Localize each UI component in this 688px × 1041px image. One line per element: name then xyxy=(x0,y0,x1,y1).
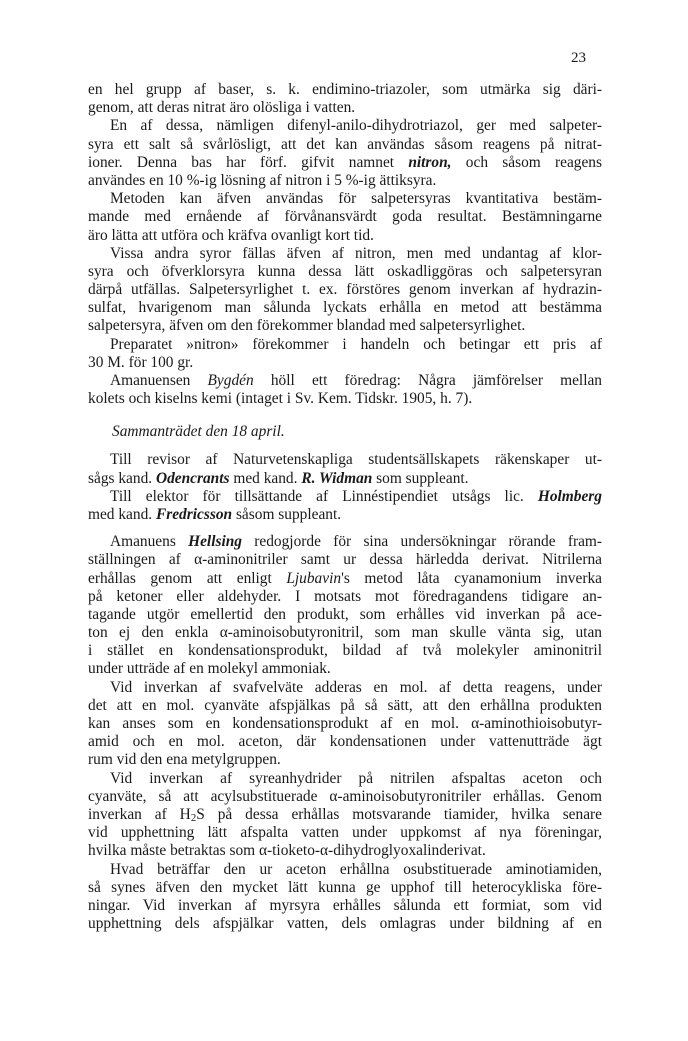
text-line: cyanväte, så att acylsubstituerade α-aminoisobutyronitriler erhållas. Genom xyxy=(88,787,602,805)
text-line: upphettning dels afspjälkar vatten, dels omlagras under bildning af en xyxy=(88,915,602,933)
section-spacer xyxy=(88,442,602,451)
section-heading: Sammanträdet den 18 april. xyxy=(112,423,285,441)
text-line xyxy=(88,488,602,506)
text-run: med kand. xyxy=(229,469,302,487)
text-line: Preparatet »nitron» förekommer i handeln och betingar ett pris af xyxy=(110,335,602,353)
text-run: såsom suppleant. xyxy=(232,505,342,523)
text-line: Vissa andra syror fällas äfven af nitron, men med undantag af klor- xyxy=(110,244,602,262)
paragraph-spacer xyxy=(88,524,602,533)
text-line: 30 M. för 100 gr. xyxy=(88,353,194,371)
text-line: Vid inverkan af syreanhydrider på nitrilen afspaltas aceton och xyxy=(110,769,602,787)
text-run: 's metod låta cyanamonium inverka xyxy=(341,569,602,587)
text-line: hvilka måste betraktas som α-tioketo-α-dihydroglyoxalinderivat. xyxy=(88,842,486,860)
text-line: syra ett salt så svårlösligt, att det kan användas såsom reagens på nitrat- xyxy=(88,135,602,153)
text-run: redogjorde för sina undersökningar rörande fram- xyxy=(241,533,603,551)
text-line xyxy=(88,570,602,588)
text-line xyxy=(88,154,602,172)
text-line: salpetersyra, äfven om den förekommer blandad med salpetersyrlighet. xyxy=(88,317,526,335)
text-run: Amanuensen xyxy=(110,372,208,389)
person-name: Bygdén xyxy=(207,372,254,389)
person-name: Ljubavin xyxy=(286,569,342,587)
person-name: Odencrants xyxy=(155,469,230,487)
text-line: användes en 10 %-ig lösning af nitron i 5 %-ig ättiksyra. xyxy=(88,171,437,189)
text-line xyxy=(88,533,602,551)
body-text xyxy=(88,81,602,933)
emphasis-nitron: nitron, xyxy=(408,153,452,171)
section-spacer xyxy=(88,408,602,422)
text-line: ställningen af α-aminonitriler samt ur dessa härledda derivat. Nitrilerna xyxy=(88,551,602,569)
page-number: 23 xyxy=(571,50,586,66)
text-run: höll ett föredrag: Några jämförelser mellan xyxy=(253,372,602,389)
text-line: tagande utgör emellertid den produkt, som erhålles vid inverkan på ace- xyxy=(88,605,602,623)
person-name: Holmberg xyxy=(537,487,602,505)
text-line: därpå utfällas. Salpetersyrlighet t. ex. förstöres genom inverkan af hydrazin- xyxy=(88,281,602,299)
text-line: i stället en kondensationsprodukt, bildad af två molekyler aminonitril xyxy=(88,642,602,660)
text-run: Amanuens xyxy=(110,533,189,551)
text-run: och såsom reagens xyxy=(451,153,602,171)
text-line: Till revisor af Naturvetenskapliga studentsällskapets räkenskaper ut- xyxy=(110,451,602,469)
text-run: ioner. Denna bas har förf. gifvit namnet xyxy=(88,153,409,171)
text-line xyxy=(88,470,602,488)
text-line: under utträde af en molekyl ammoniak. xyxy=(88,660,331,678)
text-line: amid och en mol. aceton, där kondensationen under vattenutträde ägt xyxy=(88,733,602,751)
text-line: Vid inverkan af svafvelväte adderas en mol. af detta reagens, under xyxy=(110,678,602,696)
text-line: mande med ernående af förvånansvärdt goda resultat. Bestämningarne xyxy=(88,208,602,226)
person-name: Fredricsson xyxy=(155,505,233,523)
text-line: en hel grupp af baser, s. k. endimino-triazoler, som utmärka sig däri- xyxy=(88,81,602,98)
subscript: 2 xyxy=(190,811,197,824)
text-line: det att en mol. cyanväte afspjälkas på så sätt, att den erhållna produkten xyxy=(88,696,602,714)
text-line: Hvad beträffar den ur aceton erhållna osubstituerade aminotiamiden, xyxy=(110,860,602,878)
text-line: kan anses som en kondensationsprodukt af en mol. α-aminothioisobutyr- xyxy=(88,715,602,732)
text-run: sågs kand. xyxy=(88,469,156,487)
text-line: genom, att deras nitrat äro olösliga i vatten. xyxy=(88,99,356,117)
text-run: med kand. xyxy=(88,505,156,523)
text-run: som suppleant. xyxy=(372,469,469,487)
text-line: En af dessa, nämligen difenyl-anilo-dihydrotriazol, ger med salpeter- xyxy=(110,117,602,135)
text-run: erhållas genom att enligt xyxy=(88,569,287,587)
text-line xyxy=(88,372,602,390)
text-line: ton ej den enkla α-aminoisobutyronitril, som man skulle vänta sig, utan xyxy=(88,624,602,642)
text-run: S på dessa erhållas motsvarande tiamider, hvilka senare xyxy=(196,805,602,823)
text-line xyxy=(88,806,602,824)
text-line: syra och öfverklorsyra kunna dessa lätt oskadliggöras och salpetersyran xyxy=(88,262,602,280)
text-line: äro lätta att utföra och kräfva ovanligt kort tid. xyxy=(88,226,374,244)
person-name: R. Widman xyxy=(301,469,373,487)
text-line: kolets och kiselns kemi (intaget i Sv. Kem. Tidskr. 1905, h. 7). xyxy=(88,390,473,408)
text-line: vid upphettning lätt afspalta vatten under uppkomst af nya föreningar, xyxy=(88,824,602,842)
text-line: Metoden kan äfven användas för salpetersyras kvantitativa bestäm- xyxy=(110,190,602,208)
text-line: rum vid den ena metylgruppen. xyxy=(88,751,281,769)
text-line: sulfat, hvarigenom man sålunda lyckats erhålla en metod att bestämma xyxy=(88,299,602,317)
text-run: Till elektor för tillsättande af Linnéstipendiet utsågs lic. xyxy=(110,487,538,505)
text-run: inverkan af H xyxy=(88,805,191,823)
text-line: ningar. Vid inverkan af myrsyra erhålles sålunda ett formiat, som vid xyxy=(88,896,602,914)
text-line: så synes äfven den mycket lätt kunna ge upphof till heterocykliska före- xyxy=(88,878,602,896)
text-line: på ketoner eller aldehyder. I motsats mot föredragandens tidigare an- xyxy=(88,587,602,605)
text-line xyxy=(88,506,602,524)
person-name: Hellsing xyxy=(188,533,242,551)
